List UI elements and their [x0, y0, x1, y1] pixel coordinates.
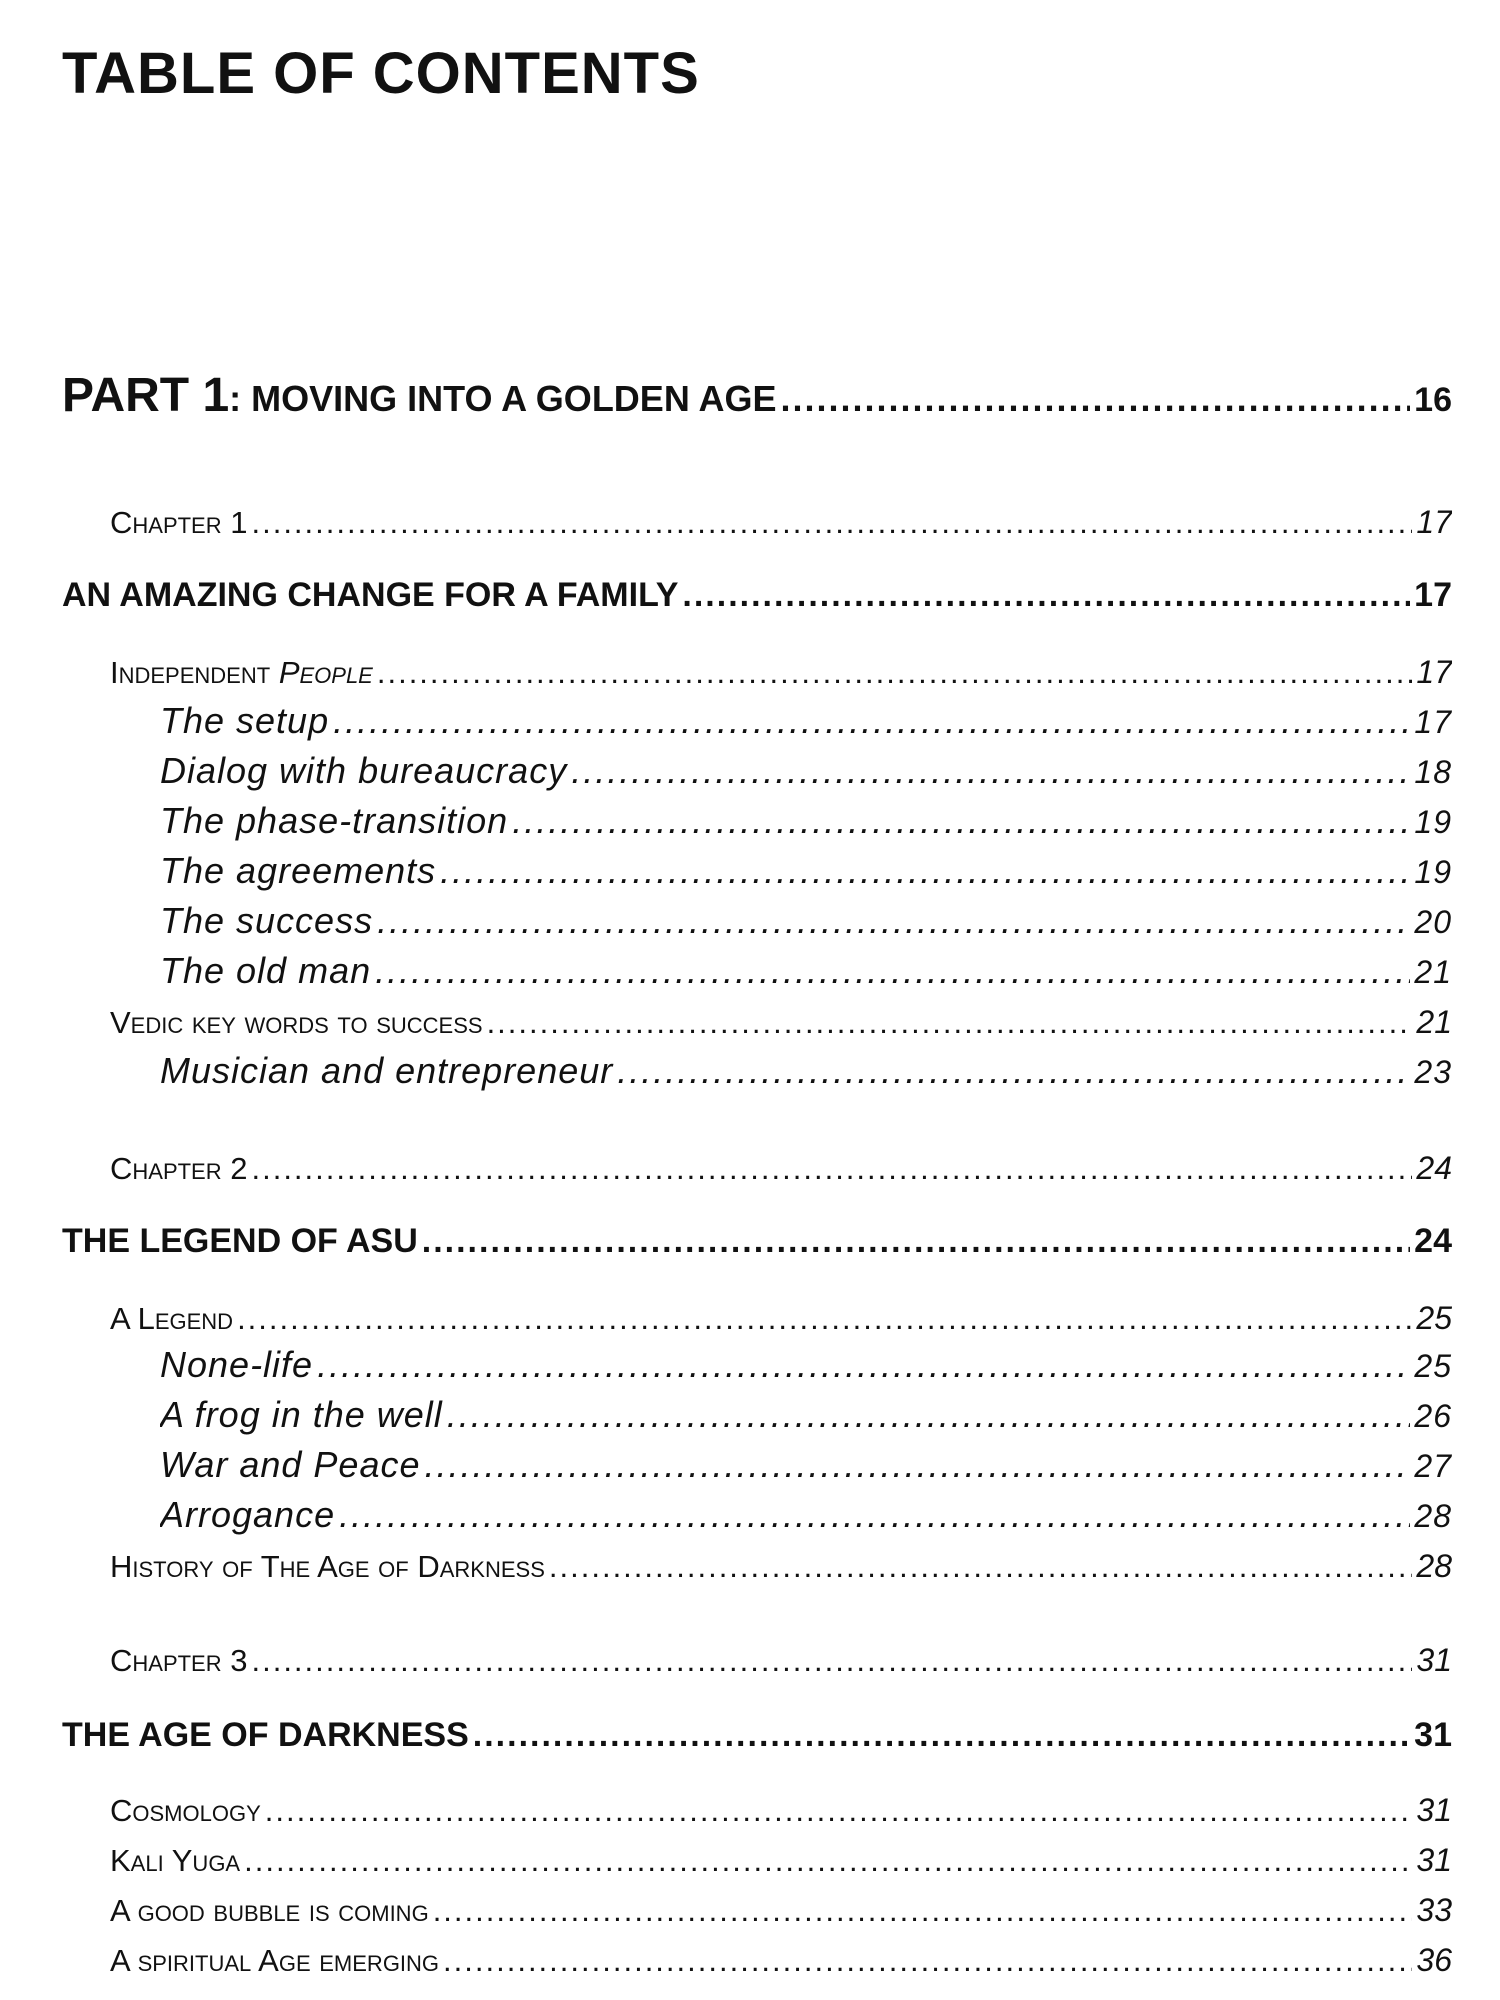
toc-sub-phase-transition[interactable]: [160, 800, 1452, 842]
toc-heading-darkness[interactable]: [62, 1716, 1452, 1755]
leader-dots: [339, 1494, 1410, 1536]
page-number: 20: [1414, 904, 1452, 940]
leader-dots: [447, 1394, 1411, 1436]
page-number: 33: [1416, 1892, 1452, 1928]
entry-label: The old man: [160, 950, 372, 991]
page-number: 26: [1414, 1398, 1452, 1434]
leader-dots: [617, 1050, 1410, 1092]
entry-label: THE LEGEND OF ASU: [62, 1222, 418, 1260]
page-number: 25: [1416, 1300, 1452, 1336]
page-number: 31: [1416, 1792, 1452, 1828]
toc-sub-war-peace[interactable]: [160, 1444, 1452, 1486]
page-number: 28: [1416, 1548, 1452, 1584]
toc-chapter-2[interactable]: [110, 1150, 1452, 1187]
toc-sub-agreements[interactable]: [160, 850, 1452, 892]
entry-label: Cosmology: [110, 1793, 261, 1828]
leader-dots: [512, 800, 1410, 842]
entry-label: Independent: [110, 655, 279, 690]
entry-label: The setup: [160, 700, 330, 741]
toc-sub-setup[interactable]: [160, 700, 1452, 742]
leader-dots: [443, 1943, 1412, 1979]
page-number: 19: [1414, 804, 1452, 840]
toc-chapter-1[interactable]: [110, 504, 1452, 541]
toc-section-history[interactable]: [110, 1548, 1452, 1585]
entry-label: Arrogance: [160, 1494, 336, 1535]
entry-label: Chapter 2: [110, 1151, 248, 1186]
entry-label: War and Peace: [160, 1444, 421, 1485]
entry-label: AN AMAZING CHANGE FOR A FAMILY: [62, 576, 679, 614]
entry-label: The phase-transition: [160, 800, 509, 841]
entry-label-italic: People: [278, 655, 373, 690]
entry-label: A spiritual Age emerging: [110, 1943, 440, 1978]
entry-label: Chapter 1: [110, 505, 248, 540]
leader-dots: [251, 505, 1412, 541]
page-number: 31: [1416, 1842, 1452, 1878]
entry-label: The success: [160, 900, 374, 941]
leader-dots: [422, 1222, 1410, 1261]
toc-heading-asu[interactable]: [62, 1222, 1452, 1261]
leader-dots: [682, 576, 1410, 615]
entry-label: A frog in the well: [160, 1394, 443, 1435]
entry-label: Chapter 3: [110, 1643, 248, 1678]
page-number: 28: [1414, 1498, 1452, 1534]
toc-sub-none-life[interactable]: [160, 1344, 1452, 1386]
toc-sub-success[interactable]: [160, 900, 1452, 942]
page-number: 31: [1416, 1642, 1452, 1678]
entry-label: None-life: [160, 1344, 314, 1385]
page-number: 18: [1414, 754, 1452, 790]
leader-dots: [237, 1301, 1412, 1337]
leader-dots: [473, 1716, 1410, 1755]
toc-part-1[interactable]: [62, 368, 1452, 423]
toc-sub-frog[interactable]: [160, 1394, 1452, 1436]
part-number: PART 1: [62, 369, 230, 422]
page-number: 21: [1414, 954, 1452, 990]
toc-section-independent-people[interactable]: [110, 654, 1452, 691]
leader-dots: [487, 1005, 1413, 1041]
page-number: 17: [1416, 654, 1452, 690]
page-number: 17: [1414, 704, 1452, 740]
page-number: 24: [1416, 1150, 1452, 1186]
leader-dots: [265, 1793, 1413, 1829]
part-title: : MOVING INTO A GOLDEN AGE: [229, 378, 777, 419]
leader-dots: [424, 1444, 1410, 1486]
leader-dots: [317, 1344, 1410, 1386]
entry-label: A good bubble is coming: [110, 1893, 429, 1928]
page-number: 21: [1416, 1004, 1452, 1040]
leader-dots: [251, 1151, 1412, 1187]
leader-dots: [333, 700, 1410, 742]
entry-label: The agreements: [160, 850, 437, 891]
leader-dots: [377, 900, 1410, 942]
page-number: 24: [1414, 1222, 1452, 1260]
leader-dots: [244, 1843, 1412, 1879]
page-number: 36: [1416, 1942, 1452, 1978]
page-title: TABLE OF CONTENTS: [62, 41, 700, 106]
entry-label: A Legend: [110, 1301, 234, 1336]
toc-section-vedic[interactable]: [110, 1004, 1452, 1041]
toc-chapter-3[interactable]: [110, 1642, 1452, 1679]
leader-dots: [433, 1893, 1413, 1929]
page-number: 27: [1414, 1448, 1452, 1484]
page-number: 23: [1414, 1054, 1452, 1090]
entry-label: Dialog with bureaucracy: [160, 750, 568, 791]
leader-dots: [375, 950, 1410, 992]
toc-section-cosmology[interactable]: [110, 1792, 1452, 1829]
toc-sub-old-man[interactable]: [160, 950, 1452, 992]
toc-sub-dialog[interactable]: [160, 750, 1452, 792]
leader-dots: [440, 850, 1410, 892]
entry-label: THE AGE OF DARKNESS: [62, 1716, 469, 1754]
page-number: 31: [1414, 1716, 1452, 1754]
entry-label: Musician and entrepreneur: [160, 1050, 614, 1091]
toc-sub-arrogance[interactable]: [160, 1494, 1452, 1536]
entry-label: Kali Yuga: [110, 1843, 241, 1878]
page-number: 19: [1414, 854, 1452, 890]
leader-dots: [549, 1549, 1413, 1585]
toc-heading-family[interactable]: [62, 576, 1452, 615]
page-number: 16: [1414, 381, 1452, 419]
entry-label: Vedic key words to success: [110, 1005, 483, 1040]
page-number: 17: [1416, 504, 1452, 540]
entry-label: History of The Age of Darkness: [110, 1549, 545, 1584]
leader-dots: [781, 378, 1411, 420]
toc-section-good-bubble[interactable]: [110, 1892, 1452, 1929]
toc-section-kali-yuga[interactable]: [110, 1842, 1452, 1879]
toc-sub-musician[interactable]: [160, 1050, 1452, 1092]
leader-dots: [571, 750, 1410, 792]
leader-dots: [377, 655, 1413, 691]
page-number: 25: [1414, 1348, 1452, 1384]
page-number: 17: [1414, 576, 1452, 614]
leader-dots: [251, 1643, 1412, 1679]
toc-section-legend[interactable]: [110, 1300, 1452, 1337]
toc-section-spiritual-age[interactable]: [110, 1942, 1452, 1979]
